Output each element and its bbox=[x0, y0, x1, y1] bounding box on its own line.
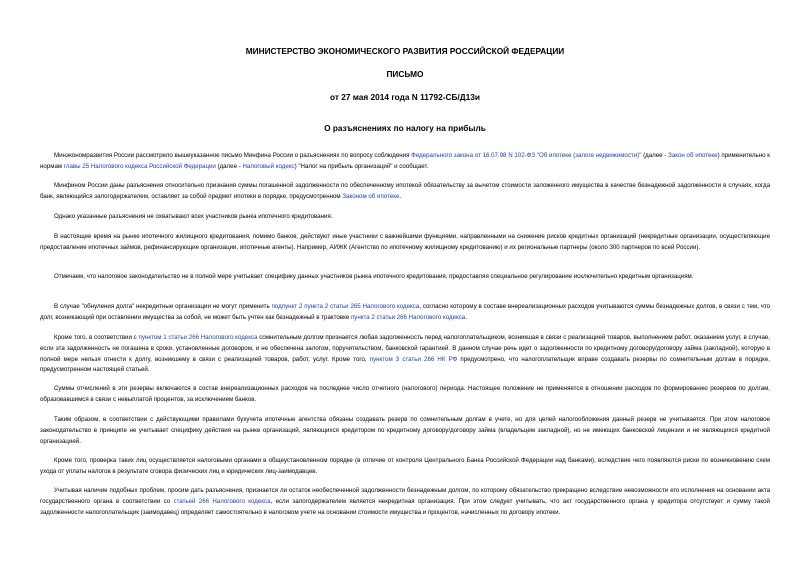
paragraph-text: , согласно которому в составе внереализационных расходов учитываются суммы безнадежных долгов, в связи с тем, что долг, возникающий при оставлении имущества за собой, не может быть учтен как безнадежный в трактовке bbox=[40, 303, 771, 321]
ministry-heading: МИНИСТЕРСТВО ЭКОНОМИЧЕСКОГО РАЗВИТИЯ РОССИЙСКОЙ ФЕДЕРАЦИИ bbox=[245, 46, 565, 56]
paragraph-text: сомнительным долгом признается любая задолженность перед налогоплательщиком, возникшая в связи с реализацией товаров, выполнением работ, оказанием услуг, в случае, если эта задолженность не погашена в сроки, установленные договором, и не обеспечена залогом, поручительством, банковской гарантией. В данном случае речь идет о задолженности по кредитному договору/договору займа (закладной), которую в полной мере нельзя отнести к долгу, возникшему в связи с реализацией товаров, работ, услуг. Кроме того, bbox=[40, 334, 770, 363]
paragraph-8 bbox=[40, 384, 770, 406]
date-number-heading: от 27 мая 2014 года N 11792-СБ/Д13и bbox=[330, 92, 480, 102]
paragraph-text: . bbox=[399, 192, 402, 200]
law-link-article-266-p2[interactable]: пункта 2 статьи 266 Налогового кодекса bbox=[350, 313, 466, 321]
paragraph-text: ) применительно к нормам bbox=[40, 152, 770, 170]
paragraph-10 bbox=[40, 456, 770, 478]
law-link-mortgage-law[interactable]: Закон об ипотеке bbox=[668, 152, 718, 159]
subject-heading: О разъяснениях по налогу на прибыль bbox=[324, 123, 486, 133]
paragraph-text: Учитывая наличие подобных проблем, просим дать разъяснения, признается ли остаток необеспеченной задолженности безнадежным долгом, по которому обязательство прекращено вследствие невозможности его исполнения на основании акта государственного органа в соответствии со bbox=[40, 487, 770, 505]
paragraph-5 bbox=[40, 272, 770, 283]
paragraph-text: Кроме того, в соответствии с bbox=[54, 334, 139, 341]
paragraph-3 bbox=[40, 212, 770, 223]
paragraph-11 bbox=[40, 486, 770, 518]
law-link-chapter-25[interactable]: главы 25 Налогового кодекса Российской Федерации bbox=[63, 162, 216, 170]
paragraph-text: Кроме того, проверка таких лиц осуществляется налоговыми органами в общеустановленном порядке (в отличие от контроля Центрального Банка Российской Федерации над банками), вследствие чего появляются риски по возникновению схем ухода от уплаты налогов в результате сговора физических лиц и юридических лиц-заимодавцев. bbox=[40, 457, 770, 475]
paragraph-text: Таким образом, в соответствии с действующими правилами бухучета ипотечные агентства обязаны создавать резерв по сомнительным долгам в учете, но для целей налогообложения данный резерв не учитывается. При этом налоговое законодательство в принципе не учитывает специфику действия на рынке организаций, являющихся кредитором по кредитному договору/договору займа (владельцем закладной), но не имеющих банковской лицензии и не являющихся кредитной организацией. bbox=[40, 416, 770, 445]
document-type-heading: ПИСЬМО bbox=[386, 69, 424, 79]
law-link-article-266-p3[interactable]: пунктом 3 статьи 266 НК РФ bbox=[369, 355, 458, 363]
paragraph-text: ) "Налог на прибыль организаций" и сообщает. bbox=[294, 162, 429, 170]
paragraph-9 bbox=[40, 415, 770, 447]
paragraph-text: (далее - bbox=[215, 162, 243, 170]
paragraph-text: Отмечаем, что налоговое законодательство не в полной мере учитывает специфику данных участников рынка ипотечного кредитования, предоставляя специальное регулирование исключительно кредитным организациям. bbox=[54, 273, 694, 280]
paragraph-text: (далее - bbox=[641, 152, 669, 159]
paragraph-4 bbox=[40, 232, 770, 254]
paragraph-text: Минэкономразвития России рассмотрело вышеуказанное письмо Минфина России о разъяснениях по вопросу соблюдения bbox=[54, 152, 412, 159]
law-link-tax-code[interactable]: Налоговый кодекс bbox=[242, 162, 295, 170]
law-link-mortgage-federal[interactable]: Федерального закона от 16.07.98 N 102-ФЗ "Об ипотеке (залоге недвижимости)" bbox=[411, 152, 642, 159]
paragraph-text: предусмотрено, что налогоплательщик вправе создавать резервы по сомнительным долгам в порядке, предусмотренном настоящей статьей. bbox=[40, 355, 770, 374]
paragraph-text: В случае "обнуления долга" некредитные организации не могут применить bbox=[54, 303, 272, 310]
paragraph-text: Минфином России даны разъяснения относительно признания суммы погашенной задолженности по обеспеченному ипотекой обязательству за вычетом стоимости заложенного имущества в качестве безнадежной задолженности в случаях, когда банк, являющийся залогодержателем, оставляет за собой предмет ипотеки в порядке, предусмотренном bbox=[40, 182, 770, 200]
paragraph-text: Однако указанные разъяснения не охватывают всех участников рынка ипотечного кредитования. bbox=[54, 213, 333, 220]
paragraph-7 bbox=[40, 333, 770, 376]
paragraph-text: Суммы отчислений в эти резервы включаются в состав внереализационных расходов на последнее число отчетного (налогового) периода. Настоящее положение не применяется в отношении расходов по формированию резервов по долгам, образовавшимся в связи с невыплатой процентов, за исключением банков. bbox=[40, 385, 770, 403]
paragraph-6 bbox=[40, 302, 770, 324]
law-link-article-266[interactable]: статьей 266 Налогового кодекса bbox=[173, 497, 271, 505]
law-link-article-266-p1[interactable]: пунктом 1 статьи 266 Налогового кодекса bbox=[138, 334, 258, 341]
paragraph-text: . bbox=[465, 313, 467, 321]
paragraph-2 bbox=[40, 181, 770, 203]
law-link-mortgage-law[interactable]: Законом об ипотеке bbox=[342, 192, 400, 200]
paragraph-1 bbox=[40, 151, 770, 173]
law-link-article-265[interactable]: подпункт 2 пункта 2 статьи 265 Налогового кодекса bbox=[271, 303, 420, 310]
paragraph-text: , если залогодержателем является некредитная организация. При этом следует учитывать, что акт государственного органа у кредитора отсутствует и сумму такой задолженности налогоплательщик (заимодавец) определяет самостоятельно в налоговом учете на основании стоимости имущества и процентов, начисленных по договору ипотеки. bbox=[40, 497, 770, 516]
paragraph-text: В настоящее время на рынке ипотечного жилищного кредитования, помимо банков, действуют иные участники с важнейшими функциями, направленными на снижение рисков кредитных организаций (некредитные организации, осуществляющие предоставление ипотечных займов, рефинансирующие организации, ипотечные агенты). Например, АИЖК (Агентство по ипотечному жилищному кредитованию) и их региональные партнеры (около 300 партнеров по всей России). bbox=[40, 233, 770, 251]
